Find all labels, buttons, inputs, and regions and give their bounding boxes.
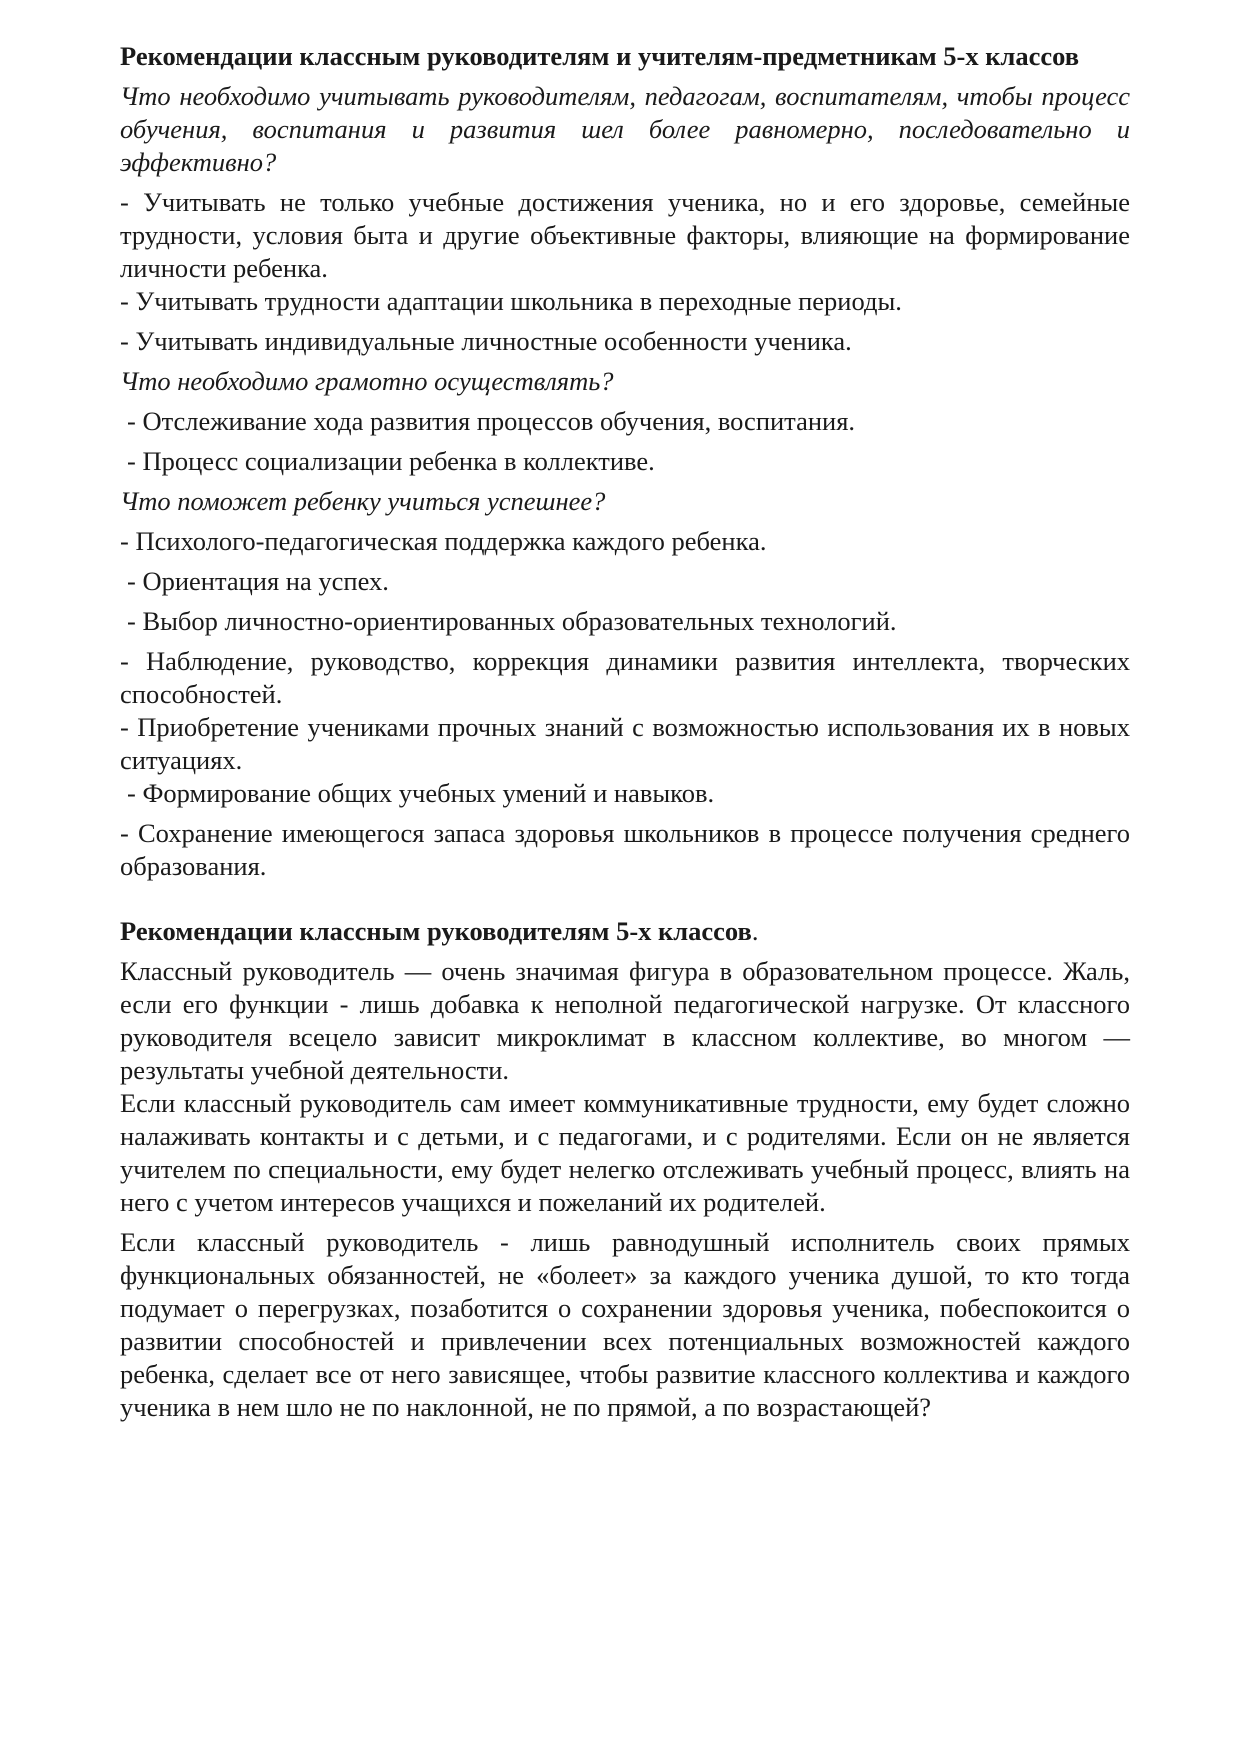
list-item: - Формирование общих учебных умений и навыков. [127, 778, 715, 808]
paragraph: Классный руководитель — очень значимая фигура в образовательном процессе. Жаль, если его функции - лишь добавка к неполной педагогической нагрузке. От классного руководителя всецело зависит микроклимат в классном коллективе, во многом — результаты учебной деятельности. [120, 956, 1130, 1085]
list-item: - Наблюдение, руководство, коррекция динамики развития интеллекта, творческих способностей. [120, 646, 1130, 709]
question-2: Что необходимо грамотно осуществлять? [120, 366, 614, 396]
question-3: Что поможет ребенку учиться успешнее? [120, 486, 606, 516]
paragraph: Если классный руководитель сам имеет коммуникативные трудности, ему будет сложно налаживать контакты и с детьми, и с педагогами, и с родителями. Если он не является учителем по специальности, ему будет нелегко отслеживать учебный процесс, влиять на него с учетом интересов учащихся и пожеланий их родителей. [120, 1088, 1130, 1217]
section2-title [120, 915, 1130, 948]
section2-title-text: Рекомендации классным руководителям 5-х классов [120, 916, 752, 946]
question-1: Что необходимо учитывать руководителям, педагогам, воспитателям, чтобы процесс обучения, воспитания и развития шел более равномерно, последовательно и эффективно? [120, 81, 1130, 177]
document-page [120, 40, 1130, 1431]
list-item: - Приобретение учениками прочных знаний с возможностью использования их в новых ситуациях. [120, 712, 1130, 775]
list-item: - Выбор личностно-ориентированных образовательных технологий. [127, 606, 897, 636]
list-item: - Ориентация на успех. [127, 566, 389, 596]
list-item: - Учитывать индивидуальные личностные особенности ученика. [120, 326, 852, 356]
list-item: - Отслеживание хода развития процессов обучения, воспитания. [127, 406, 856, 436]
list-item: - Психолого-педагогическая поддержка каждого ребенка. [120, 526, 767, 556]
list-item: - Процесс социализации ребенка в коллективе. [127, 446, 655, 476]
list-item: - Сохранение имеющегося запаса здоровья школьников в процессе получения среднего образования. [120, 818, 1130, 881]
list-item: - Учитывать трудности адаптации школьника в переходные периоды. [120, 286, 902, 316]
paragraph: Если классный руководитель - лишь равнодушный исполнитель своих прямых функциональных обязанностей, не «болеет» за каждого ученика душой, то кто тогда подумает о перегрузках, позаботится о сохранении здоровья ученика, побеспокоится о развитии способностей и привлечении всех потенциальных возможностей каждого ребенка, сделает все от него зависящее, чтобы развитие классного коллектива и каждого ученика в нем шло не по наклонной, не по прямой, а по возрастающей? [120, 1227, 1130, 1422]
section1-title: Рекомендации классным руководителям и учителям-предметникам 5-х классов [120, 41, 1080, 71]
section2-title-dot: . [751, 916, 759, 946]
list-item: - Учитывать не только учебные достижения ученика, но и его здоровье, семейные трудности, условия быта и другие объективные факторы, влияющие на формирование личности ребенка. [120, 187, 1130, 283]
